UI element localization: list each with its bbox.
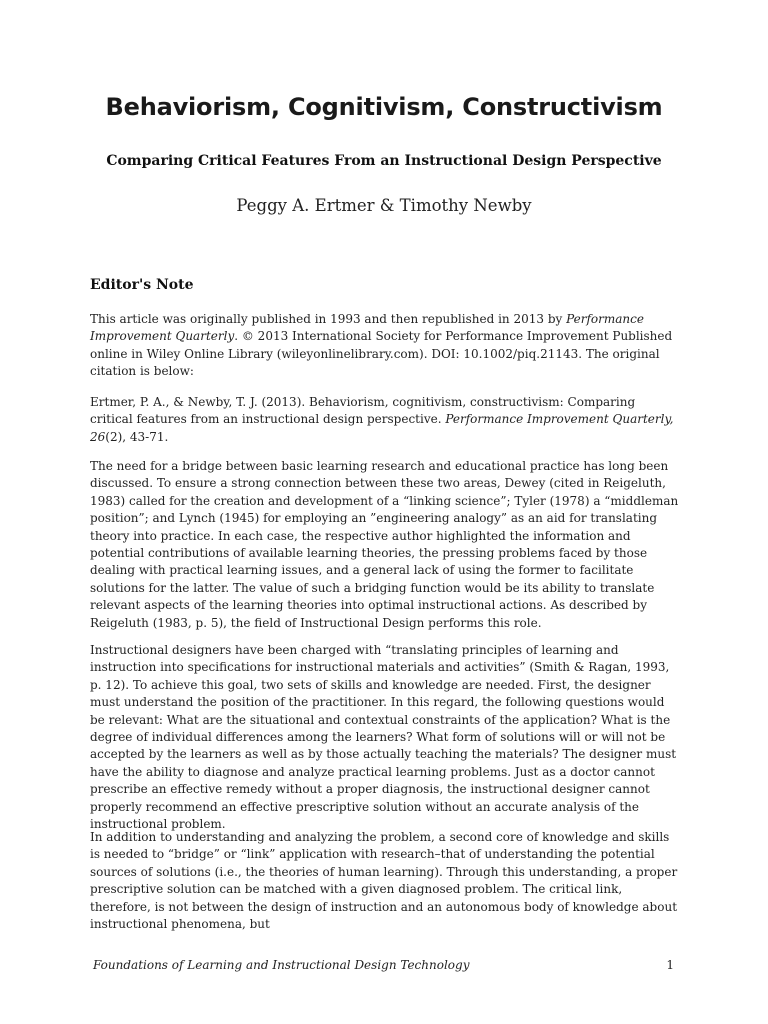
journal-name: Performance Improvement Quarterly xyxy=(90,312,644,344)
body-paragraph: Instructional designers have been charged with “translating principles of learning and instruction into specifications for instructional materials and activities” (Smith & Ragan, 1993, p. 12). To achieve this goal, two sets of skills and knowledge are needed. First, the designer must understand the position of the practitioner. In this regard, the following questions would be relevant: What are the situational and contextual constraints of the application? What is the degree of individual differences among the learners? What form of solutions will or will not be accepted by the learners as well as by those actually teaching the materials? The designer must have the ability to diagnose and analyze practical learning problems. Just as a doctor cannot prescribe an effective remedy without a proper diagnosis, the instructional designer cannot properly recommend an effective prescriptive solution without an accurate analysis of the instructional problem. xyxy=(90,643,677,832)
body-paragraph: In addition to understanding and analyzing the problem, a second core of knowledge and skills is needed to “bridge” or “link” application with research–that of understanding the potential sources of solutions (i.e., the theories of human learning). Through this understanding, a proper prescriptive solution can be matched with a given diagnosed problem. The critical link, therefore, is not between the design of instruction and an autonomous body of knowledge about instructional phenomena, but xyxy=(90,830,678,932)
body-paragraph: The need for a bridge between basic learning research and educational practice has long been discussed. To ensure a strong connection between these two areas, Dewey (cited in Reigeluth, 1983) called for the creation and development of a “linking science”; Tyler (1978) a “middleman position”; and Lynch (1945) for employing an ”engineering analogy” as an aid for translating theory into practice. In each case, the respective author highlighted the information and potential contributions of available learning theories, the pressing problems faced by those dealing with practical learning issues, and a general lack of using the former to facilitate solutions for the latter. The value of such a bridging function would be its ability to translate relevant aspects of the learning theories into optimal instructional actions. As described by Reigeluth (1983, p. 5), the field of Instructional Design performs this role. xyxy=(90,459,679,630)
citation-journal: Performance Improvement Quarterly, 26 xyxy=(90,412,674,444)
footer-book-title: Foundations of Learning and Instructional Design Technology xyxy=(93,958,470,972)
editors-note-paragraph xyxy=(90,311,680,381)
footer-page-number: 1 xyxy=(666,958,674,972)
editors-note-text-a: This article was originally published in 1993 and then republished in 2013 by xyxy=(90,312,567,326)
document-subtitle: Comparing Critical Features From an Instructional Design Perspective xyxy=(106,153,662,169)
document-authors: Peggy A. Ertmer & Timothy Newby xyxy=(236,196,532,215)
citation-text-a: Ertmer, P. A., & Newby, T. J. (2013). Behaviorism, cognitivism, constructivism: Comparing critical features from an instructional design perspective. xyxy=(90,395,636,427)
editors-note-heading: Editor's Note xyxy=(90,277,194,293)
document-title: Behaviorism, Cognitivism, Constructivism xyxy=(105,93,663,121)
citation-paragraph xyxy=(90,394,680,446)
citation-text-b: (2), 43-71. xyxy=(105,429,169,444)
editors-note-text-b: . © 2013 International Society for Performance Improvement Published online in Wiley Online Library (wileyonlinelibrary.com). DOI: 10.1002/piq.21143. The original citation is below: xyxy=(90,329,673,379)
